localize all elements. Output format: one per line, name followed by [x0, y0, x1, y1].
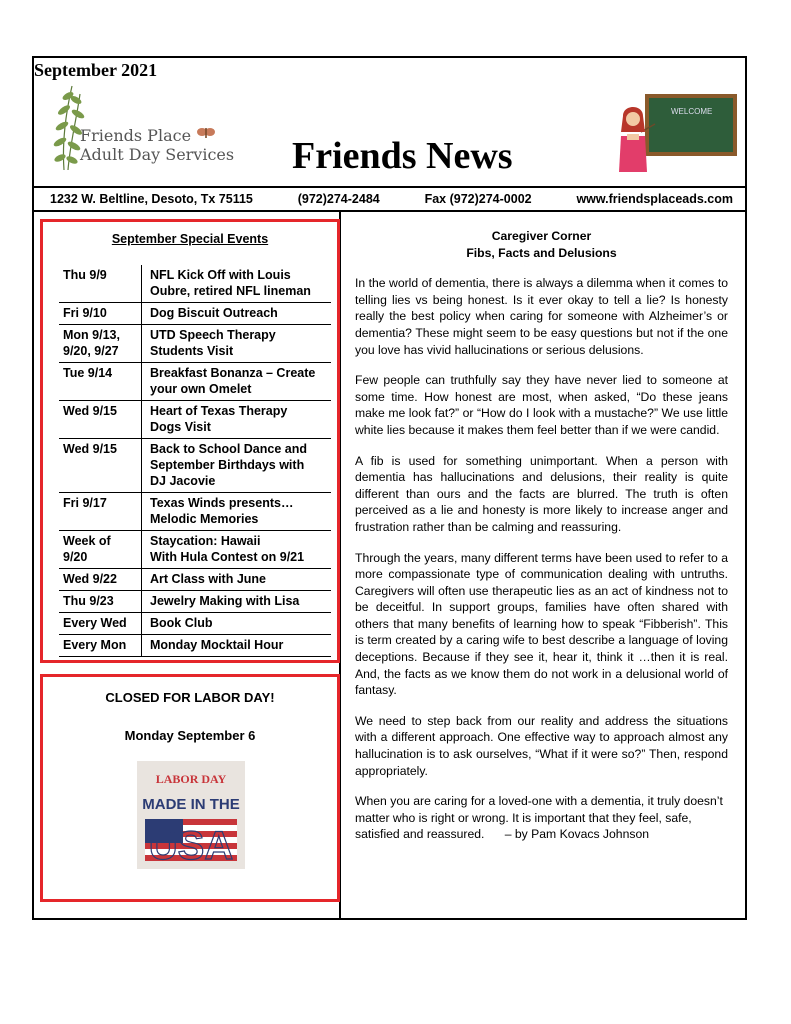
event-row	[59, 265, 331, 303]
newsletter-title: Friends News	[292, 135, 513, 177]
event-row	[59, 303, 331, 325]
event-name: Breakfast Bonanza – Create your own Omelet	[142, 363, 332, 401]
svg-text:LABOR DAY: LABOR DAY	[155, 772, 227, 786]
events-box	[40, 219, 340, 663]
issue-month: September 2021	[34, 60, 158, 80]
logo-text	[80, 126, 234, 164]
article-paragraph-2: Few people can truthfully say they have never lied to someone at some time. How honest are most, when asked, “Do these jeans make me look fat?” or “How do I look with a mustache?” We use little white lies because it makes them feel better than if we were candid.	[355, 373, 728, 437]
event-row	[59, 591, 331, 613]
phone: (972)274-2484	[297, 192, 380, 206]
event-name: UTD Speech Therapy Students Visit	[142, 325, 332, 363]
event-row	[59, 493, 331, 531]
event-date: Tue 9/14	[59, 363, 142, 401]
address: 1232 W. Beltline, Desoto, Tx 75115	[50, 192, 253, 206]
event-row	[59, 531, 331, 569]
section-title: Caregiver Corner	[491, 229, 592, 243]
events-table	[59, 265, 331, 657]
article-paragraph-1: In the world of dementia, there is always a dilemma when it comes to telling lies vs being honest. Is it ever okay to tell a lie? Is honesty really the best policy when caring for someone with Alzheimer’s or dementia? These might seem to be easy questions but not if the one you love has vivid hallucinations or serious delusions.	[355, 276, 728, 357]
event-name: Staycation: Hawaii With Hula Contest on 9/21	[142, 531, 332, 569]
event-name: Dog Biscuit Outreach	[142, 303, 332, 325]
event-date: Wed 9/15	[59, 439, 142, 493]
labor-day-box	[40, 674, 340, 902]
contact-bar	[32, 186, 747, 212]
event-date: Thu 9/23	[59, 591, 142, 613]
event-name: Back to School Dance and September Birthdays with DJ Jacovie	[142, 439, 332, 493]
event-name: Jewelry Making with Lisa	[142, 591, 332, 613]
teacher-chalkboard-illustration	[615, 92, 740, 174]
fax: Fax (972)274-0002	[424, 192, 532, 206]
website-link[interactable]: www.friendsplaceads.com	[576, 192, 733, 206]
logo-line-1: Friends Place	[80, 126, 192, 145]
event-row	[59, 569, 331, 591]
event-name: Heart of Texas Therapy Dogs Visit	[142, 401, 332, 439]
article-paragraph-5: We need to step back from our reality and address the situations with a different approach. One effective way to approach almost any hallucination is to ask ourselves, “What if it were so?” Then, respond appropriately.	[355, 713, 728, 778]
article-title: Fibs, Facts and Delusions	[466, 245, 617, 260]
event-date: Wed 9/22	[59, 569, 142, 591]
event-date: Wed 9/15	[59, 401, 142, 439]
made-in-usa-graphic	[137, 761, 245, 869]
event-name: Art Class with June	[142, 569, 332, 591]
caregiver-corner	[355, 228, 728, 857]
event-date: Mon 9/13, 9/20, 9/27	[59, 325, 142, 363]
event-name: Monday Mocktail Hour	[142, 635, 332, 657]
welcome-sign-text: WELCOME	[671, 107, 713, 116]
event-date: Every Wed	[59, 613, 142, 635]
events-title: September Special Events	[111, 232, 269, 246]
svg-text:MADE IN THE: MADE IN THE	[142, 796, 240, 813]
article-paragraph-6: When you are caring for a loved-one with a dementia, it truly doesn’t matter who is right or wrong. It is important that they feel, safe, satisfied and reassured. – by Pam Kovacs Johnson	[355, 794, 727, 842]
event-row	[59, 635, 331, 657]
event-name: Texas Winds presents… Melodic Memories	[142, 493, 332, 531]
article-paragraph-3: A fib is used for something unimportant. When a person with dementia has hallucinations and delusions, their reality is quite different than ours and the facts are blurred. The truth is often perceived as a lie and honesty is more likely to increase anger and frustration rather than be calming and reassuring.	[355, 453, 728, 534]
article-paragraph-4: Through the years, many different terms have been used to refer to a more compassionate type of communication dealing with untruths. Caregivers will often use therapeutic lies as an act of kindness not to be deceitful. In support groups, families have often shared with others that many benefits of learning how to speak “Fibberish”. This is term created by a caring wife to best describe a language of loving deceptions. Because if they see it, hear it, think it …then it is real. And, the facts as we know them do not work in a delusional world of fantasy.	[355, 550, 728, 698]
event-row	[59, 325, 331, 363]
event-row	[59, 363, 331, 401]
event-date: Every Mon	[59, 635, 142, 657]
event-row	[59, 401, 331, 439]
event-row	[59, 439, 331, 493]
event-date: Fri 9/17	[59, 493, 142, 531]
event-name: Book Club	[142, 613, 332, 635]
event-date: Fri 9/10	[59, 303, 142, 325]
closed-date: Monday September 6	[124, 728, 256, 743]
logo-line-2: Adult Day Services	[80, 145, 235, 164]
svg-text:USA: USA	[148, 824, 234, 868]
caregiver-corner-title	[355, 228, 728, 261]
event-name: NFL Kick Off with Louis Oubre, retired NFL lineman	[142, 265, 332, 303]
event-date: Thu 9/9	[59, 265, 142, 303]
event-date: Week of 9/20	[59, 531, 142, 569]
event-row	[59, 613, 331, 635]
closed-notice: CLOSED FOR LABOR DAY!	[105, 690, 275, 705]
